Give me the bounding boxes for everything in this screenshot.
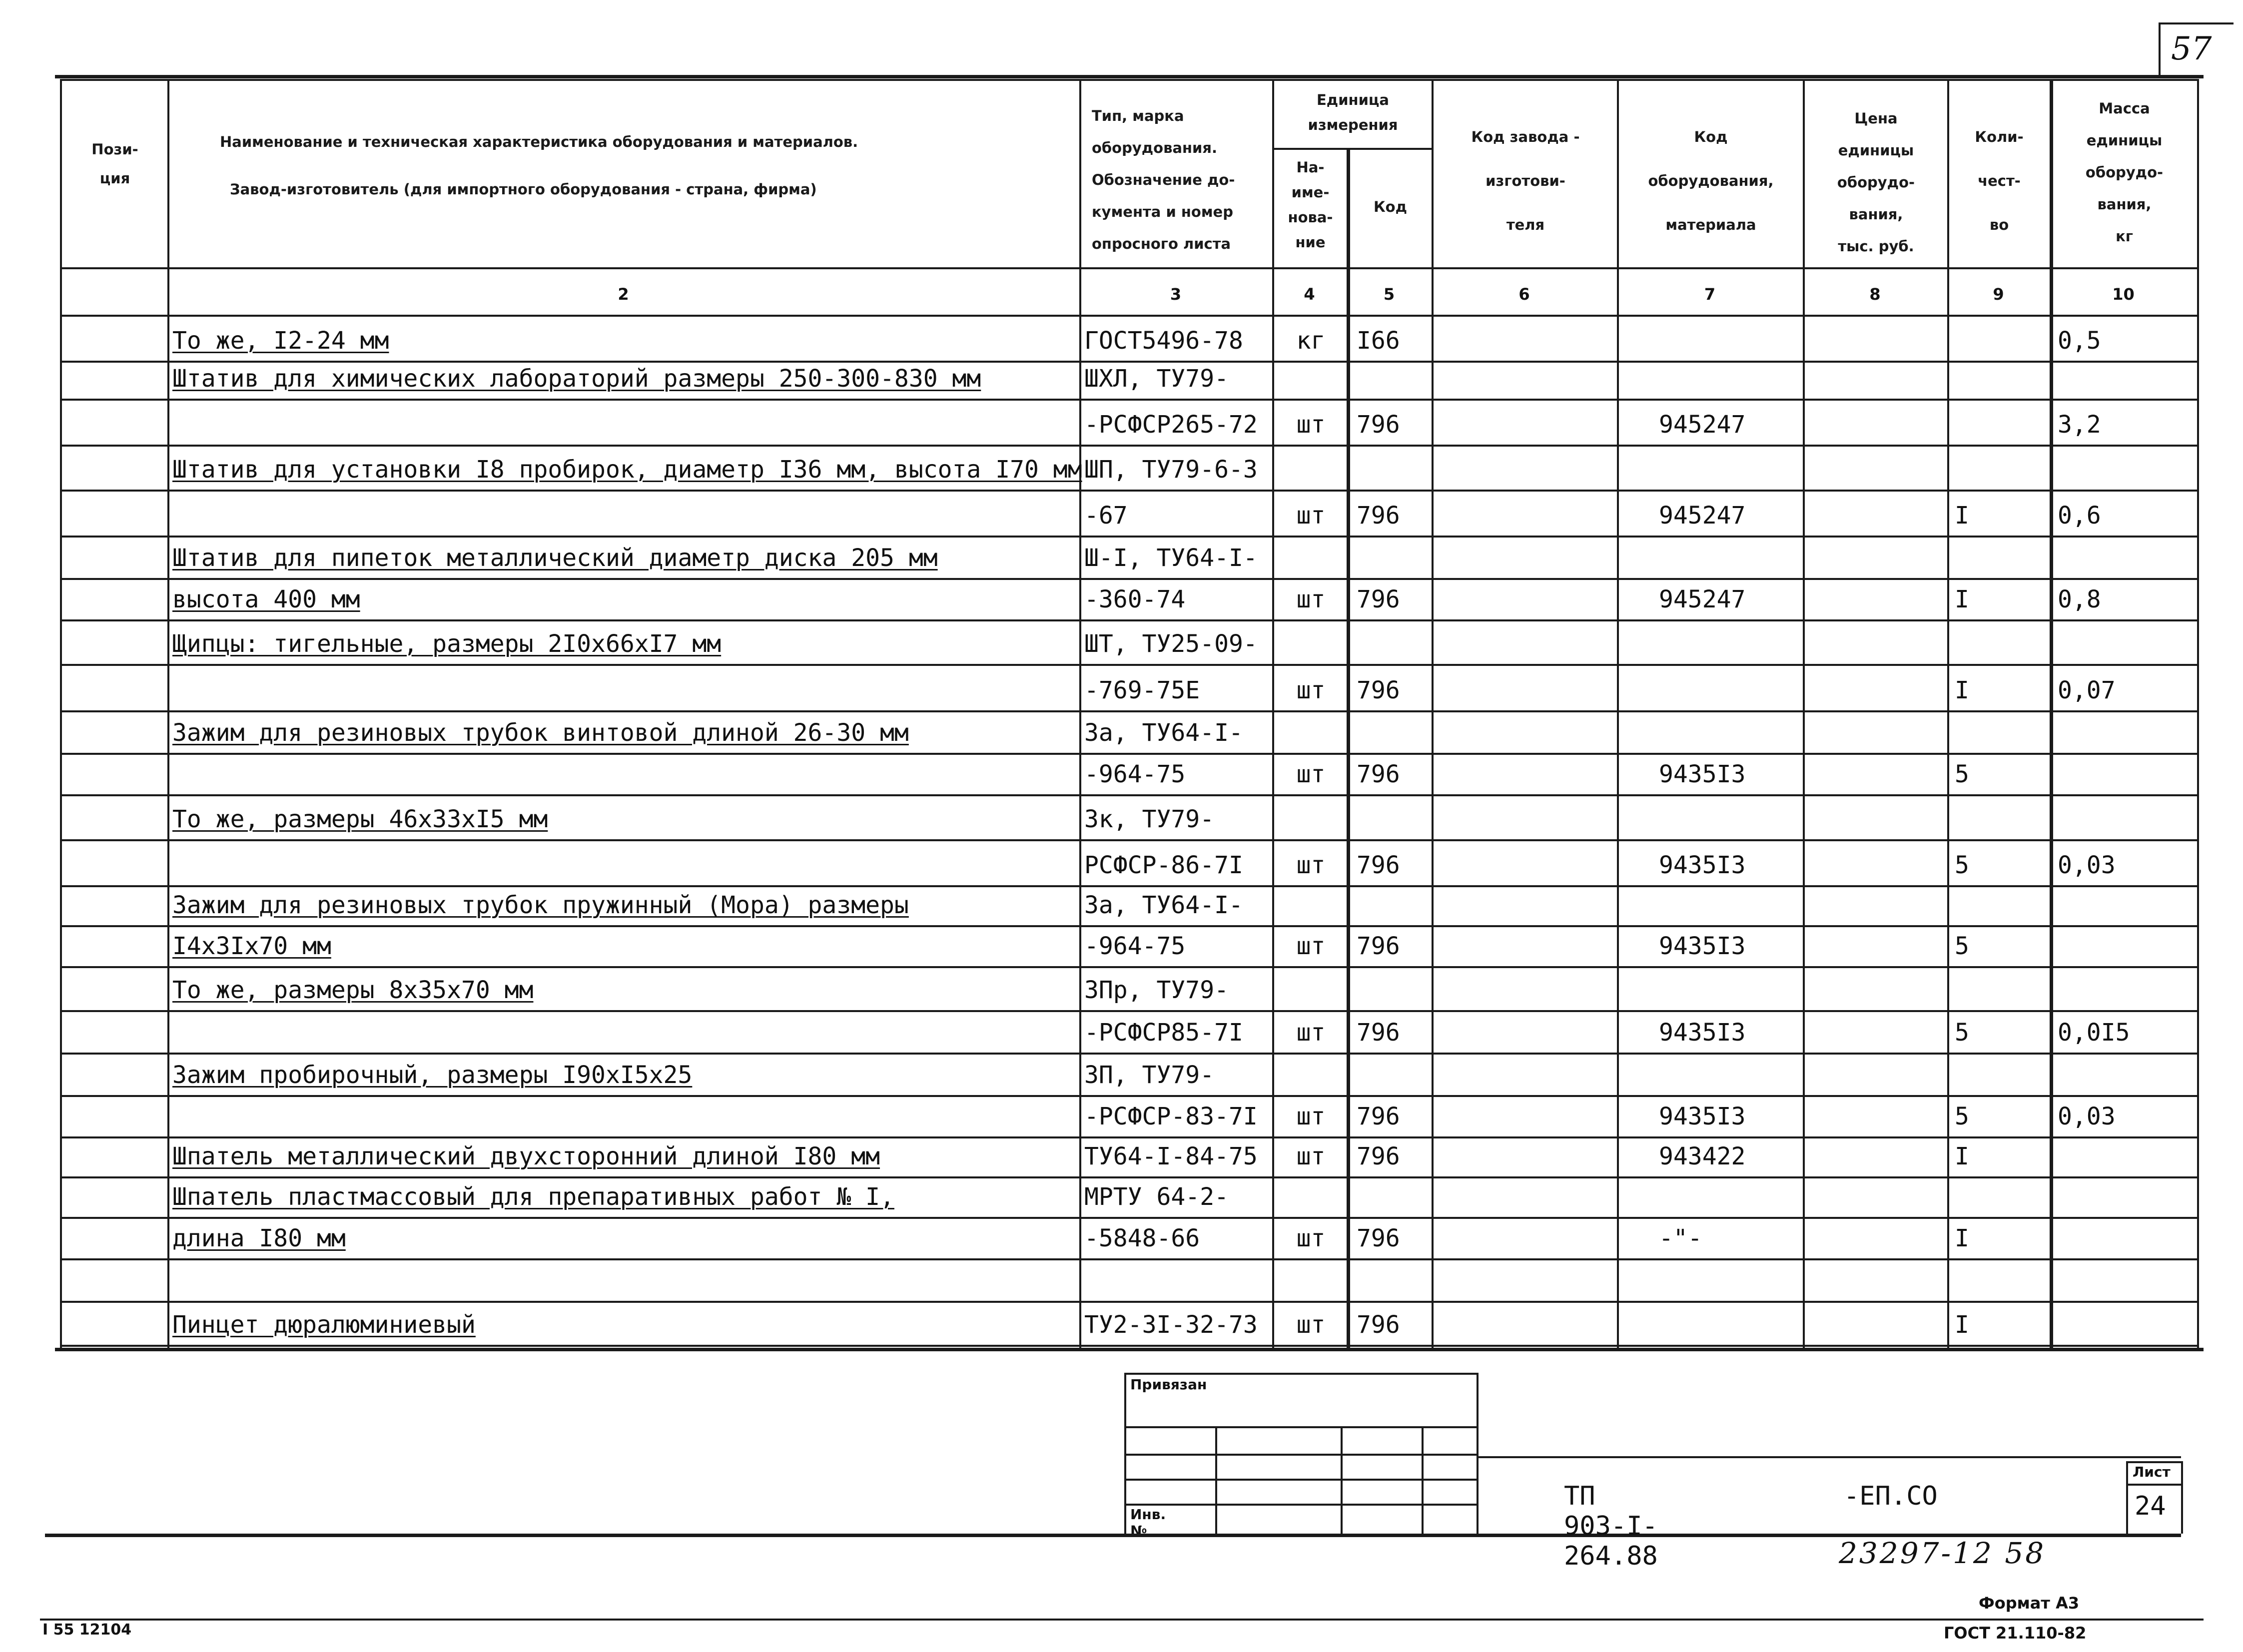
row-unit: шт: [1296, 932, 1326, 960]
header-type: Тип, марка оборудования. Обозначение до- кумента и номер опросного листа: [1092, 107, 1235, 252]
row-name: Штатив для химических лабораторий размеры 250-300-830 мм: [172, 365, 981, 393]
sheet-box-split: [2126, 1484, 2181, 1486]
row-code: 945247: [1659, 585, 1746, 613]
row-name: То же, I2-24 мм: [172, 327, 389, 355]
sheet-box-right: [2181, 1461, 2183, 1534]
row-line: [60, 753, 2199, 755]
row-name: длина I80 мм: [172, 1224, 346, 1252]
row-line: [60, 536, 2199, 538]
column-number-9: 9: [1993, 285, 2004, 304]
row-name: Зажим для резиновых трубок винтовой длиной 26-30 мм: [172, 719, 909, 747]
stamp-col-3: [1422, 1426, 1424, 1534]
row-unit-code: 796: [1357, 1311, 1400, 1339]
row-code: -"-: [1659, 1224, 1702, 1252]
table-top: [60, 79, 2199, 81]
row-unit: шт: [1296, 1019, 1326, 1047]
row-mass: 3,2: [2058, 411, 2101, 439]
row-unit: шт: [1296, 676, 1326, 704]
header-unit-code: Код: [1373, 198, 1408, 215]
row-mass: 0,07: [2058, 676, 2116, 704]
page-number: 57: [2171, 30, 2212, 67]
row-qty: I: [1955, 1311, 1969, 1339]
header-position: Пози- ция: [91, 141, 138, 187]
row-mass: 0,03: [2058, 1102, 2116, 1130]
row-unit: шт: [1296, 851, 1326, 879]
column-number-10: 10: [2112, 285, 2135, 304]
row-type: РСФСР-86-7I: [1084, 851, 1243, 879]
row-qty: 5: [1955, 851, 1969, 879]
header-equipment-code: Код оборудования, материала: [1648, 128, 1774, 233]
row-type: ЗПр, ТУ79-: [1084, 976, 1229, 1004]
stamp-row-3: [1124, 1479, 1477, 1481]
row-type: -360-74: [1084, 585, 1186, 613]
stamp-col-2: [1341, 1426, 1343, 1534]
row-code: 9435I3: [1659, 1019, 1746, 1047]
row-unit: шт: [1296, 585, 1326, 613]
col-line-8: [1947, 79, 1949, 1348]
column-number-2: 2: [618, 285, 629, 304]
row-unit-code: 796: [1357, 1019, 1400, 1047]
row-type: За, ТУ64-I-: [1084, 719, 1243, 747]
row-type: -964-75: [1084, 932, 1186, 960]
row-type: -РСФСР265-72: [1084, 411, 1258, 439]
row-unit: кг: [1296, 327, 1326, 355]
row-name: Шпатель пластмассовый для препаративных работ № I,: [172, 1183, 894, 1211]
row-unit: шт: [1296, 1311, 1326, 1339]
row-code: 9435I3: [1659, 760, 1746, 788]
row-line: [60, 1345, 2199, 1347]
row-line: [60, 1217, 2199, 1219]
row-line: [60, 1136, 2199, 1138]
row-name: Щипцы: тигельные, размеры 2I0x66xI7 мм: [172, 630, 722, 658]
stamp-left: [1124, 1373, 1126, 1534]
row-code: 943422: [1659, 1142, 1746, 1170]
header-unit-group: Единица измерения: [1308, 91, 1398, 133]
sheet-label: Лист: [2133, 1464, 2171, 1480]
numbers-bottom: [60, 315, 2199, 317]
row-type: -769-75Е: [1084, 676, 1200, 704]
footer-line: [40, 1619, 2204, 1621]
row-line: [60, 578, 2199, 580]
row-unit: шт: [1296, 1142, 1326, 1170]
stamp-row-2: [1124, 1454, 1477, 1456]
row-unit-code: 796: [1357, 1142, 1400, 1170]
row-unit: шт: [1296, 1102, 1326, 1130]
table-bottom: [55, 1348, 2204, 1351]
row-line: [60, 399, 2199, 401]
column-number-6: 6: [1518, 285, 1530, 304]
column-number-3: 3: [1170, 285, 1182, 304]
stamp-row-4: [1124, 1504, 1477, 1506]
row-type: ТУ64-I-84-75: [1084, 1142, 1258, 1170]
row-line: [60, 710, 2199, 712]
row-line: [60, 664, 2199, 666]
col-line-5: [1432, 79, 1434, 1348]
col-line-6: [1617, 79, 1619, 1348]
col-line-1: [167, 79, 169, 1348]
row-type: МРТУ 64-2-: [1084, 1183, 1229, 1211]
row-qty: I: [1955, 585, 1969, 613]
row-line: [60, 1010, 2199, 1012]
row-line: [60, 794, 2199, 796]
row-mass: 0,6: [2058, 502, 2101, 530]
row-type: Зк, ТУ79-: [1084, 805, 1215, 833]
col-line-3: [1272, 79, 1274, 1348]
sheet-box-top: [2126, 1461, 2181, 1463]
header-unit-name: На- име- нова- ние: [1288, 159, 1333, 251]
row-line: [60, 839, 2199, 841]
document-suffix: -ЕП.СО: [1844, 1481, 1938, 1511]
row-unit: шт: [1296, 760, 1326, 788]
row-qty: I: [1955, 502, 1969, 530]
row-qty: 5: [1955, 760, 1969, 788]
row-type: -67: [1084, 502, 1128, 530]
stamp-right: [1477, 1373, 1479, 1534]
row-line: [60, 966, 2199, 968]
header-name-line2: Завод-изготовитель (для импортного оборудования - страна, фирма): [230, 181, 817, 198]
unit-group-split: [1272, 148, 1433, 150]
row-name: Зажим пробирочный, размеры I90xI5x25: [172, 1061, 693, 1089]
row-name: I4x3Ix70 мм: [172, 932, 331, 960]
row-code: 9435I3: [1659, 932, 1746, 960]
row-name: Зажим для резиновых трубок пружинный (Мора) размеры: [172, 891, 909, 919]
row-type: ШХЛ, ТУ79-: [1084, 365, 1229, 393]
row-type: ГОСТ5496-78: [1084, 327, 1243, 355]
footer-left-code: I 55 12104: [42, 1621, 132, 1639]
row-line: [60, 445, 2199, 447]
document-code: ТП 903-I-264.88: [1564, 1481, 1658, 1571]
row-mass: 0,5: [2058, 327, 2101, 355]
row-line: [60, 1176, 2199, 1178]
header-mass: Масса единицы оборудо- вания, кг: [2085, 100, 2164, 245]
row-type: ШП, ТУ79-6-3: [1084, 456, 1258, 484]
col-line-4: [1347, 148, 1350, 1348]
row-qty: 5: [1955, 932, 1969, 960]
row-line: [60, 490, 2199, 492]
row-unit-code: 796: [1357, 676, 1400, 704]
column-number-8: 8: [1869, 285, 1881, 304]
row-code: 9435I3: [1659, 851, 1746, 879]
row-name: Пинцет дюралюминиевый: [172, 1311, 476, 1339]
row-code: 945247: [1659, 411, 1746, 439]
column-number-7: 7: [1704, 285, 1716, 304]
header-price: Цена единицы оборудо- вания, тыс. руб.: [1837, 110, 1915, 255]
row-unit-code: 796: [1357, 585, 1400, 613]
row-mass: 0,03: [2058, 851, 2116, 879]
row-name: Штатив для пипеток металлический диаметр диска 205 мм: [172, 544, 938, 572]
row-line: [60, 619, 2199, 621]
row-type: -РСФСР85-7I: [1084, 1019, 1243, 1047]
sheet-box-left: [2126, 1461, 2128, 1534]
row-mass: 0,8: [2058, 585, 2101, 613]
row-type: -РСФСР-83-7I: [1084, 1102, 1258, 1130]
footer-gost: ГОСТ 21.110-82: [1944, 1624, 2087, 1643]
row-line: [60, 1095, 2199, 1097]
col-line-7: [1803, 79, 1805, 1348]
row-mass: 0,0I5: [2058, 1019, 2130, 1047]
stamp-privyazan: Привязан: [1130, 1376, 1207, 1393]
col-line-9: [2050, 79, 2053, 1348]
row-type: ТУ2-3I-32-73: [1084, 1311, 1258, 1339]
row-line: [60, 361, 2199, 363]
stamp-main-top: [1477, 1456, 2181, 1458]
row-unit: шт: [1296, 502, 1326, 530]
row-unit-code: 796: [1357, 932, 1400, 960]
row-line: [60, 885, 2199, 887]
footer-format: Формат А3: [1979, 1594, 2080, 1613]
row-type: ШТ, ТУ25-09-: [1084, 630, 1258, 658]
row-name: высота 400 мм: [172, 585, 360, 613]
row-unit-code: 796: [1357, 1102, 1400, 1130]
row-code: 9435I3: [1659, 1102, 1746, 1130]
row-name: То же, размеры 46x33xI5 мм: [172, 805, 548, 833]
col-line-2: [1079, 79, 1081, 1348]
column-number-5: 5: [1383, 285, 1395, 304]
row-qty: I: [1955, 676, 1969, 704]
row-code: 945247: [1659, 502, 1746, 530]
row-qty: 5: [1955, 1102, 1969, 1130]
stamp-row-1: [1124, 1426, 1477, 1428]
row-unit-code: 796: [1357, 1224, 1400, 1252]
row-line: [60, 1258, 2199, 1260]
col-line-10: [2197, 79, 2199, 1348]
row-type: -964-75: [1084, 760, 1186, 788]
stamp-inv-no: Инв. №: [1130, 1506, 1166, 1539]
row-unit-code: 796: [1357, 760, 1400, 788]
stamp-top: [1124, 1373, 1477, 1375]
row-type: ЗП, ТУ79-: [1084, 1061, 1215, 1089]
row-type: Ш-I, ТУ64-I-: [1084, 544, 1258, 572]
handwritten-number: 23297-12 58: [1839, 1536, 2046, 1570]
row-qty: 5: [1955, 1019, 1969, 1047]
row-unit-code: 796: [1357, 411, 1400, 439]
stamp-col-1: [1215, 1426, 1217, 1534]
header-factory-code: Код завода - изготови- теля: [1471, 128, 1580, 233]
row-qty: I: [1955, 1224, 1969, 1252]
row-line: [60, 925, 2199, 927]
row-name: То же, размеры 8x35x70 мм: [172, 976, 534, 1004]
header-quantity: Коли- чест- во: [1975, 128, 2024, 233]
row-line: [60, 1053, 2199, 1055]
row-unit-code: 796: [1357, 502, 1400, 530]
header-bottom: [60, 267, 2199, 269]
sheet-number: 24: [2135, 1491, 2166, 1521]
col-line-0: [60, 79, 62, 1348]
row-name: Штатив для установки I8 пробирок, диаметр I36 мм, высота I70 мм: [172, 456, 1082, 484]
row-qty: I: [1955, 1142, 1969, 1170]
row-unit: шт: [1296, 411, 1326, 439]
row-unit-code: 796: [1357, 851, 1400, 879]
row-name: Шпатель металлический двухсторонний длиной I80 мм: [172, 1142, 880, 1170]
column-number-4: 4: [1304, 285, 1315, 304]
row-unit-code: I66: [1357, 327, 1400, 355]
row-unit: шт: [1296, 1224, 1326, 1252]
row-type: -5848-66: [1084, 1224, 1200, 1252]
header-name-line1: Наименование и техническая характеристика оборудования и материалов.: [220, 133, 858, 150]
row-type: За, ТУ64-I-: [1084, 891, 1243, 919]
row-line: [60, 1301, 2199, 1303]
